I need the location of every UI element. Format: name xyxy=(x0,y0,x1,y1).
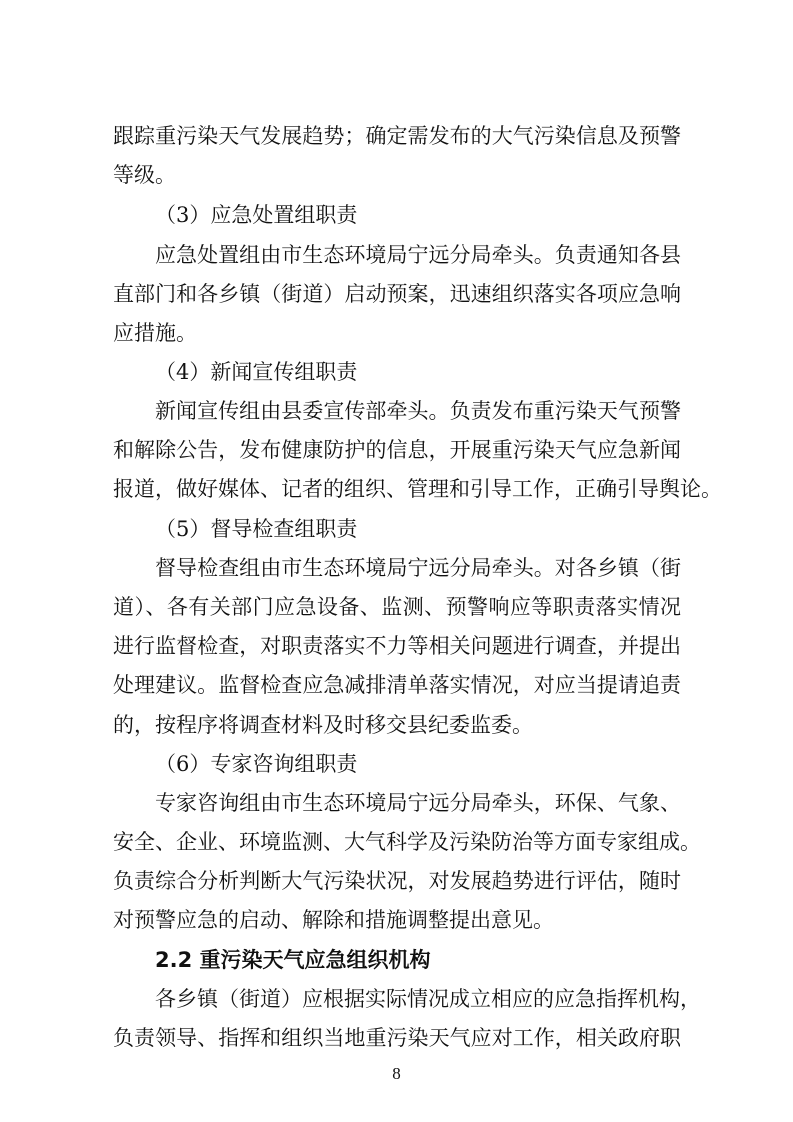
section-heading: （6）专家咨询组职责 xyxy=(155,752,358,776)
body-line: 处理建议。监督检查应急减排清单落实情况，对应当提请追责 xyxy=(113,673,681,697)
paragraph-first-line: 应急处置组由市生态环境局宁远分局牵头。负责通知各县 xyxy=(155,243,681,267)
body-line: 道）、各有关部门应急设备、监测、预警响应等职责落实情况 xyxy=(113,595,681,619)
body-line: 安全、企业、环境监测、大气科学及污染防治等方面专家组成。 xyxy=(113,830,701,854)
body-line: 对预警应急的启动、解除和措施调整提出意见。 xyxy=(113,908,554,932)
section-heading: （5）督导检查组职责 xyxy=(155,517,358,541)
body-line: 等级。 xyxy=(113,163,176,187)
body-line: 负责综合分析判断大气污染状况，对发展趋势进行评估，随时 xyxy=(113,869,681,893)
subsection-heading: 2.2 重污染天气应急组织机构 xyxy=(155,948,431,972)
body-line: 进行监督检查，对职责落实不力等相关问题进行调查，并提出 xyxy=(113,634,681,658)
paragraph-first-line: 督导检查组由市生态环境局宁远分局牵头。对各乡镇（街 xyxy=(155,556,681,580)
body-line: 报道，做好媒体、记者的组织、管理和引导工作，正确引导舆论。 xyxy=(113,477,722,501)
body-line: 跟踪重污染天气发展趋势；确定需发布的大气污染信息及预警 xyxy=(113,124,681,148)
section-heading: （4）新闻宣传组职责 xyxy=(155,360,358,384)
body-line: 负责领导、指挥和组织当地重污染天气应对工作，相关政府职 xyxy=(113,1026,681,1050)
section-heading: （3）应急处置组职责 xyxy=(155,203,358,227)
body-line: 应措施。 xyxy=(113,321,197,345)
body-line: 的，按程序将调查材料及时移交县纪委监委。 xyxy=(113,713,533,737)
body-line: 直部门和各乡镇（街道）启动预案，迅速组织落实各项应急响 xyxy=(113,282,681,306)
paragraph-first-line: 专家咨询组由市生态环境局宁远分局牵头，环保、气象、 xyxy=(155,791,681,815)
paragraph-first-line: 新闻宣传组由县委宣传部牵头。负责发布重污染天气预警 xyxy=(155,399,681,423)
paragraph-first-line: 各乡镇（街道）应根据实际情况成立相应的应急指挥机构， xyxy=(155,987,701,1011)
page-number: 8 xyxy=(392,1064,401,1083)
body-line: 和解除公告，发布健康防护的信息，开展重污染天气应急新闻 xyxy=(113,438,681,462)
